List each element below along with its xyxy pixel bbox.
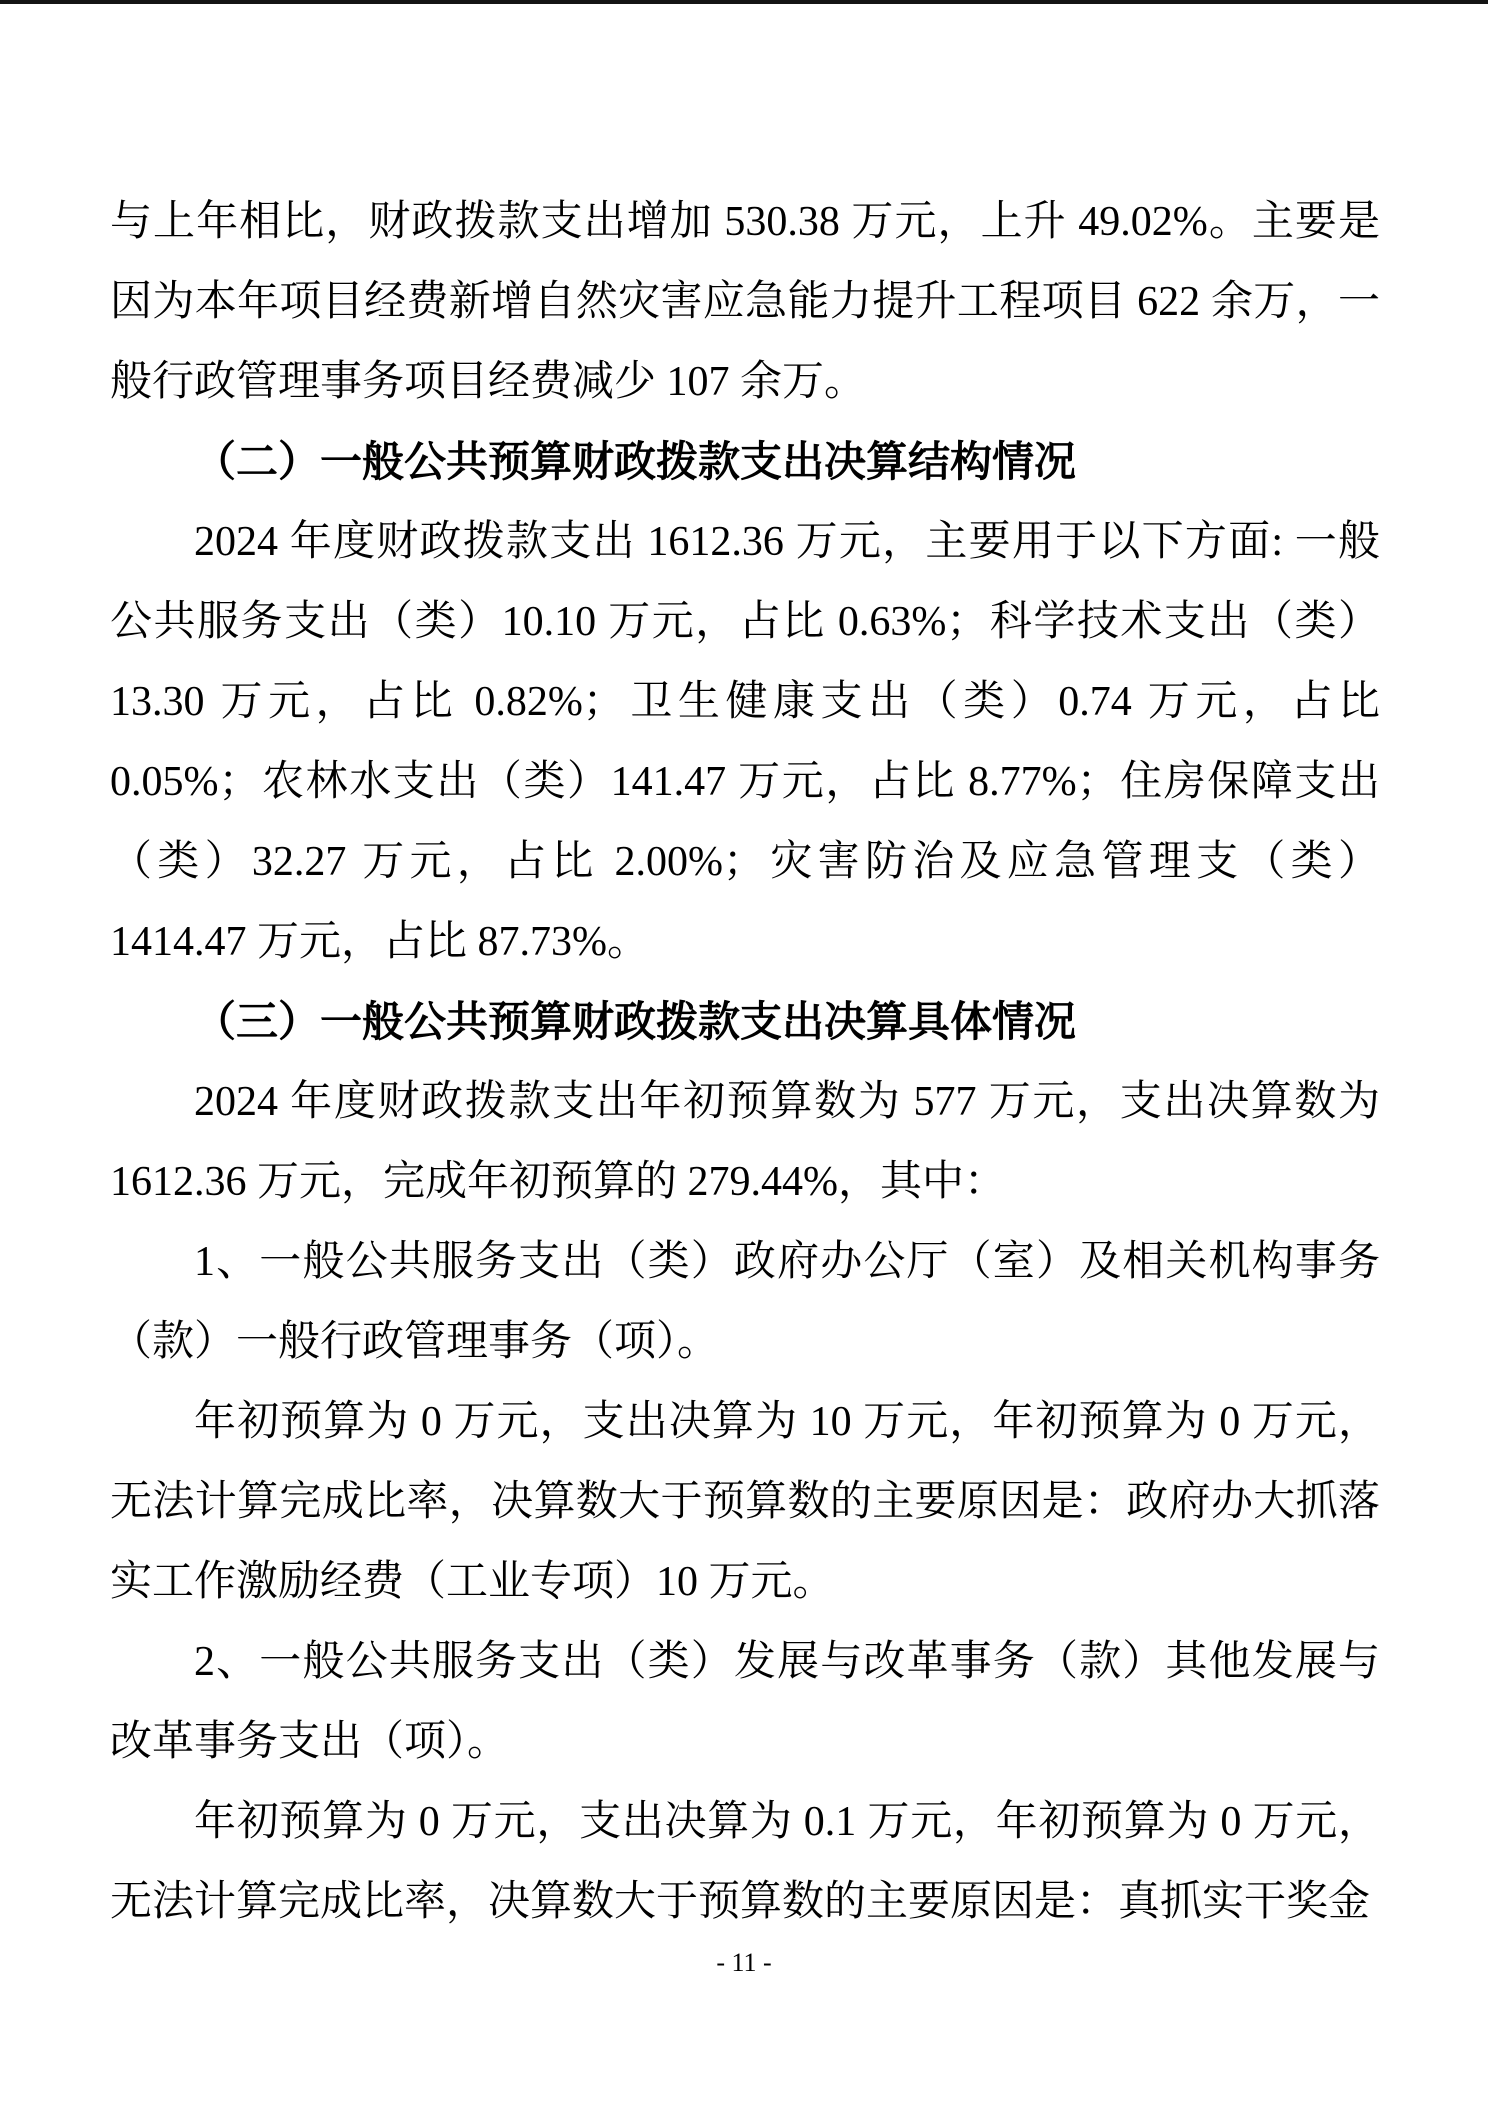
paragraph-budget-overview: 2024 年度财政拨款支出年初预算数为 577 万元，支出决算数为 1612.36 万元，完成年初预算的 279.44%，其中：: [110, 1079, 1380, 1205]
document-body: [110, 182, 1380, 1942]
paragraph-yoy-comparison: 与上年相比，财政拨款支出增加 530.38 万元，上升 49.02%。主要是因为本年项目经费新增自然灾害应急能力提升工程项目 622 余万，一般行政管理事务项目经费减少 107 余万。: [110, 199, 1380, 405]
item-1-title: 1、一般公共服务支出（类）政府办公厅（室）及相关机构事务（款）一般行政管理事务（项）。: [110, 1239, 1380, 1365]
paragraph-expenditure-structure: 2024 年度财政拨款支出 1612.36 万元，主要用于以下方面: 一般公共服务支出（类）10.10 万元，占比 0.63%；科学技术支出（类）13.30 万元，占比 0.82%；卫生健康支出（类）0.74 万元，占比 0.05%；农林水支出（类）141.47 万元，占比 8.77%；住房保障支出（类）32.27 万元，占比 2.00%；灾害防治及应急管理支（类）1414.47 万元，占比 87.73%。: [110, 519, 1380, 965]
item-2-detail: 年初预算为 0 万元，支出决算为 0.1 万元，年初预算为 0 万元，无法计算完成比率，决算数大于预算数的主要原因是：真抓实干奖金: [110, 1799, 1380, 1925]
section-heading-3: （三）一般公共预算财政拨款支出决算具体情况: [194, 998, 1077, 1045]
item-2-title: 2、一般公共服务支出（类）发展与改革事务（款）其他发展与改革事务支出（项）。: [110, 1639, 1380, 1765]
scan-edge-artifact: [0, 0, 1488, 4]
section-heading-2: （二）一般公共预算财政拨款支出决算结构情况: [194, 438, 1077, 485]
page-number: - 11 -: [716, 1948, 772, 1977]
item-1-detail: 年初预算为 0 万元，支出决算为 10 万元，年初预算为 0 万元，无法计算完成比率，决算数大于预算数的主要原因是：政府办大抓落实工作激励经费（工业专项）10 万元。: [110, 1399, 1380, 1605]
